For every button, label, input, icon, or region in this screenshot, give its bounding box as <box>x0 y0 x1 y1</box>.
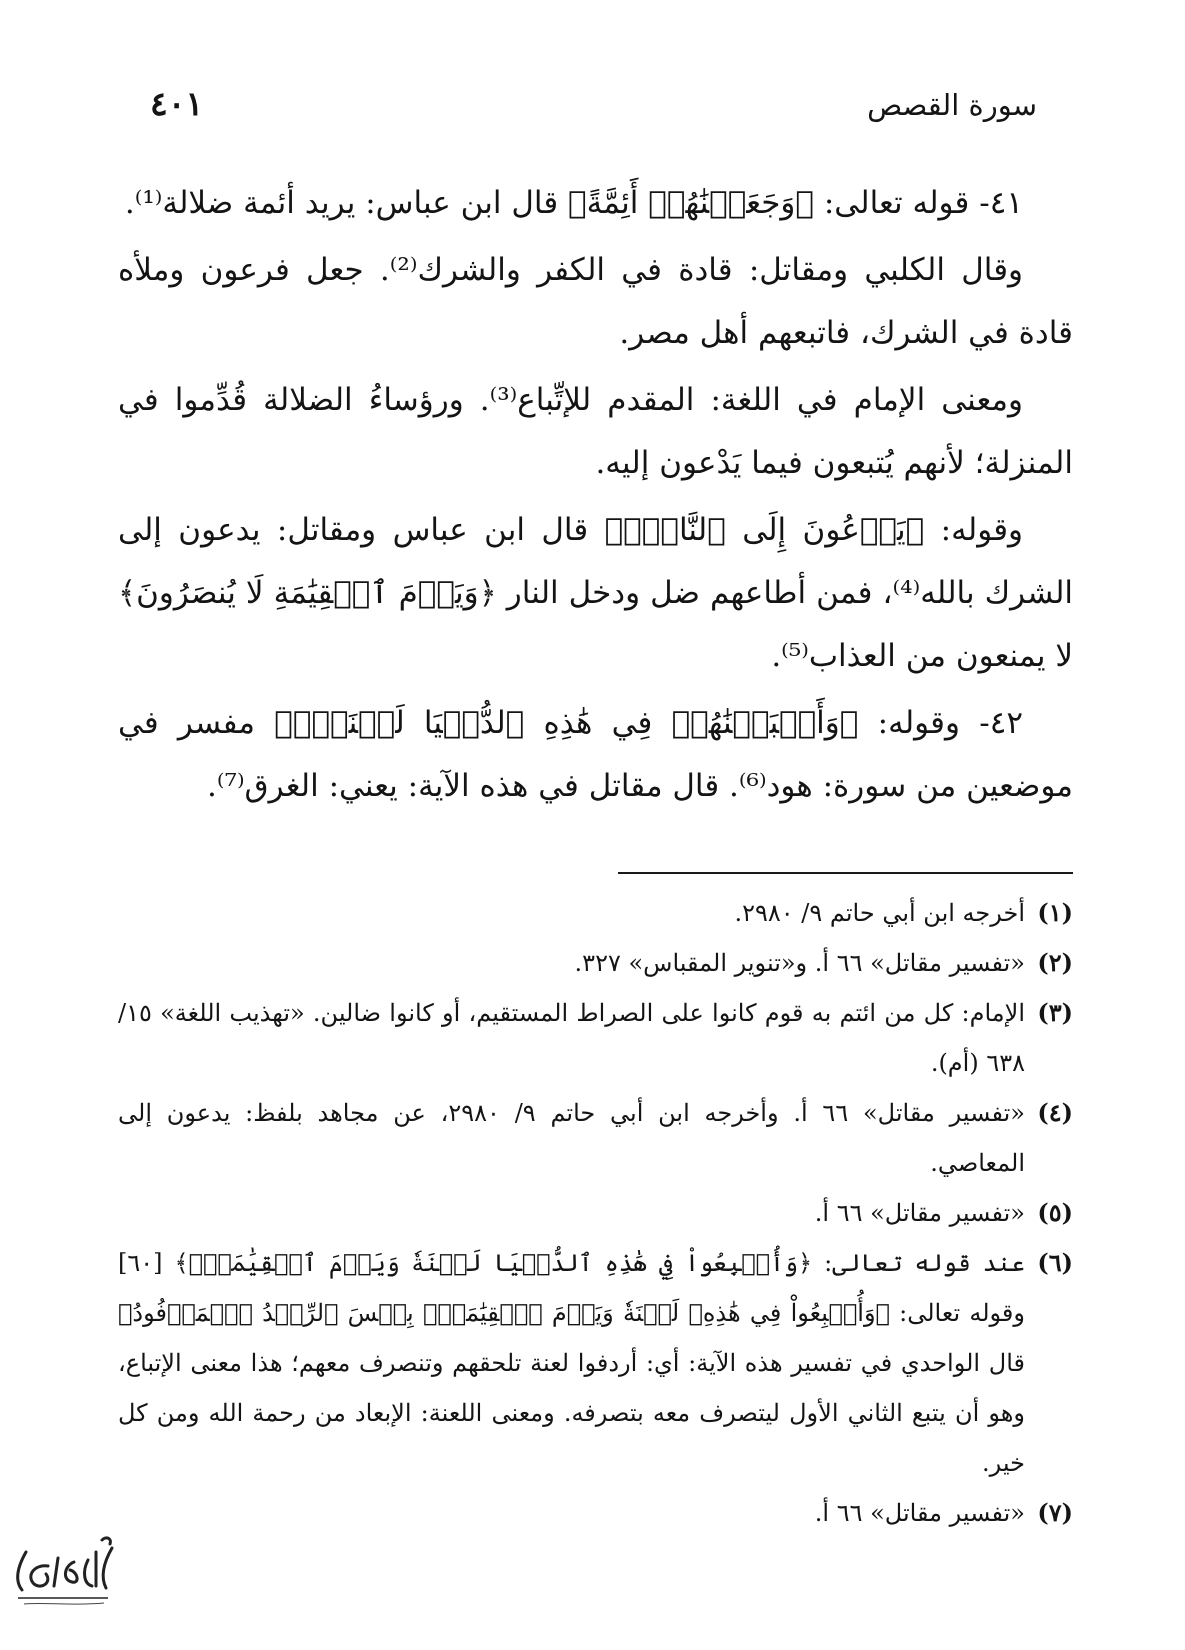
footnote-divider <box>618 872 1073 874</box>
footnote-number: (٤) <box>1037 1098 1073 1127</box>
footnote-text: عند قوله تعالى: ﴿وَأُتۡبِعُواْ فِي هَٰذِهِ ٱلدُّنۡيَا لَعۡنَةٗ وَيَوۡمَ ٱلۡقِيَٰمَةِۗ﴾ [٦٠] وقوله تعالى: ﴿وَأُتۡبِعُواْ فِي هَٰذِهِۦ لَعۡنَةٗ وَيَوۡمَ ٱلۡقِيَٰمَةِۚ بِئۡسَ ٱلرِّفۡدُ ٱلۡمَرۡفُودُ﴾ قال الواحدي في تفسير هذه الآية: أي: أردفوا لعنة تلحقهم وتنصرف معهم؛ هذا معنى الإتباع، وهو أن يتبع الثاني الأول ليتصرف معه بتصرفه. ومعنى اللعنة: الإبعاد من رحمة الله ومن كل خير. <box>118 1249 1025 1477</box>
footnote-text: «تفسير مقاتل» ٦٦ أ. <box>814 1199 1025 1227</box>
footnote-number: (٧) <box>1037 1498 1073 1527</box>
paragraph-verse-42: ٤٢- وقوله: ﴿وَأَتۡبَعۡنَٰهُمۡ فِي هَٰذِهِ ٱلدُّنۡيَا لَعۡنَةٗۖ﴾ مفسر في موضعين من سورة: هود⁽⁶⁾. قال مقاتل في هذه الآية: يعني: الغرق⁽⁷⁾. <box>118 705 1073 804</box>
publisher-stamp-logo <box>4 1532 124 1612</box>
footnotes <box>118 888 1073 1538</box>
footnote-number: (٢) <box>1037 948 1073 977</box>
page-number: ٤٠١ <box>150 84 204 123</box>
footnote-1 <box>118 888 1073 938</box>
footnote-number: (٥) <box>1037 1198 1073 1227</box>
footnote-text: الإمام: كل من ائتم به قوم كانوا على الصراط المستقيم، أو كانوا ضالين. «تهذيب اللغة» ١٥/ ٦٣٨ (أم). <box>118 999 1025 1077</box>
paragraph-verse-41: ٤١- قوله تعالى: ﴿وَجَعَلۡنَٰهُمۡ أَئِمَّةً﴾ قال ابن عباس: يريد أئمة ضلالة⁽¹⁾. <box>124 185 1023 221</box>
footnote-text: «تفسير مقاتل» ٦٦ أ. وأخرجه ابن أبي حاتم ٩/ ٢٩٨٠، عن مجاهد بلفظ: يدعون إلى المعاصي. <box>118 1099 1025 1177</box>
footnote-number: (٦) <box>1037 1248 1073 1277</box>
footnote-number: (١) <box>1037 898 1073 927</box>
footnote-text: أخرجه ابن أبي حاتم ٩/ ٢٩٨٠. <box>734 899 1025 927</box>
footnote-3 <box>118 988 1073 1088</box>
main-text <box>118 172 1073 822</box>
footnote-4 <box>118 1088 1073 1188</box>
footnote-text: «تفسير مقاتل» ٦٦ أ. و«تنوير المقباس» ٣٢٧. <box>574 949 1025 977</box>
footnote-7 <box>118 1488 1073 1538</box>
page-header <box>150 84 1037 132</box>
surah-name: سورة القصص <box>867 88 1037 122</box>
footnote-2 <box>118 938 1073 988</box>
footnote-number: (٣) <box>1037 998 1073 1027</box>
paragraph-yadoon: وقوله: ﴿يَدۡعُونَ إِلَى ٱلنَّارِۖ﴾ قال ابن عباس ومقاتل: يدعون إلى الشرك بالله⁽⁴⁾، فمن أطاعهم ضل ودخل النار ﴿وَيَوۡمَ ٱلۡقِيَٰمَةِ لَا يُنصَرُونَ﴾ لا يمنعون من العذاب⁽⁵⁾. <box>118 512 1073 674</box>
footnote-5 <box>118 1188 1073 1238</box>
footnote-text: «تفسير مقاتل» ٦٦ أ. <box>814 1499 1025 1527</box>
paragraph-kalbi: وقال الكلبي ومقاتل: قادة في الكفر والشرك⁽²⁾. جعل فرعون وملأه قادة في الشرك، فاتبعهم أهل مصر. <box>118 252 1073 351</box>
footnote-6 <box>118 1238 1073 1488</box>
paragraph-imam-meaning: ومعنى الإمام في اللغة: المقدم للإتِّباع⁽³⁾. ورؤساءُ الضلالة قُدِّموا في المنزلة؛ لأنهم يُتبعون فيما يَدْعون إليه. <box>118 382 1073 481</box>
